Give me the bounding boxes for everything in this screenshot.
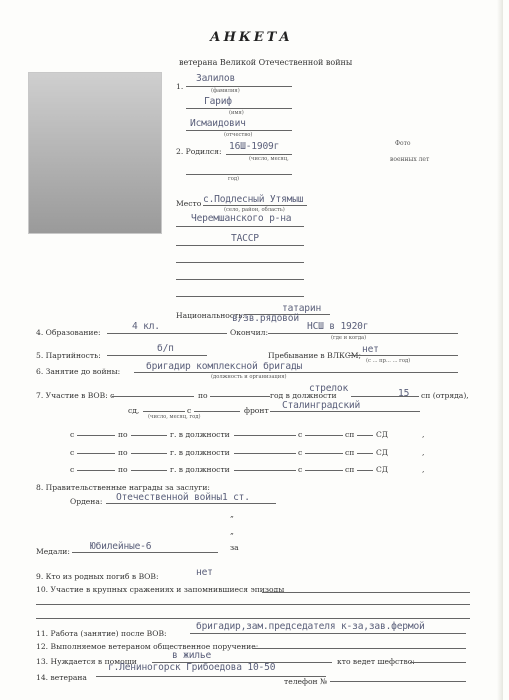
komsomol-hint: (с ... пр... ... год) — [366, 358, 411, 364]
patronymic-hint: (отчество) — [224, 132, 253, 138]
help-label: 13. Нуждается в помощи — [36, 657, 137, 666]
name-hint: (имя) — [229, 110, 244, 116]
relatives-value: нет — [196, 567, 213, 578]
veteran-photo — [28, 72, 162, 234]
party-value: б/п — [157, 343, 174, 354]
surname-label: 1. — [176, 82, 184, 91]
postwar-work-label: 11. Работа (занятие) после ВОВ: — [36, 629, 167, 638]
patronymic-value: Исмаидович — [190, 118, 246, 129]
nationality-label: Национальность: — [176, 311, 245, 320]
ww2-post: стрелок — [309, 383, 349, 394]
occupation-label: 6. Занятие до войны: — [36, 367, 121, 376]
born-label: 2. Родился: — [176, 147, 222, 156]
form-title: АНКЕТА — [210, 30, 293, 45]
medals-value: Юбилейные-6 — [90, 541, 152, 552]
help-value: в жилье — [172, 650, 212, 661]
place-label: Место — [176, 199, 202, 208]
medals-label: Медали: — [36, 547, 70, 556]
born-value: 16Ш-1909г — [229, 141, 280, 152]
graduated-label: Окончил: — [230, 328, 269, 337]
medals-za: за — [230, 543, 239, 552]
graduated-value: НСШ в 1920г — [307, 321, 369, 332]
phone-label: телефон № — [284, 677, 328, 686]
address-label: 14. ветерана — [36, 673, 87, 682]
ww2-label: 7. Участие в ВОВ: с — [36, 391, 115, 400]
photo-note-2: военных лет — [390, 156, 430, 163]
name-value: Гариф — [204, 96, 232, 107]
quote-2: „ — [230, 527, 234, 536]
ww2-hint: (число, месяц, год) — [148, 414, 201, 420]
photo-note-1: Фото — [395, 140, 411, 147]
orders-value: Отечественной войны1 ст. — [116, 492, 250, 503]
place-district: Черемшанского р-на — [191, 213, 292, 224]
surname-hint: (фамилия) — [211, 88, 240, 94]
place-hint: (село, район, область) — [224, 207, 285, 213]
patronage-label: кто ведет шефство: — [337, 657, 415, 666]
education-label: 4. Образование: — [36, 328, 101, 337]
paper-edge — [497, 0, 503, 700]
ww2-po: по — [198, 391, 208, 400]
awards-label: 8. Правительственные награды за заслуги: — [36, 483, 210, 492]
komsomol-value: нет — [362, 344, 379, 355]
form-subtitle: ветерана Великой Отечественной войны — [179, 58, 353, 67]
ww2-regiment: 15 — [398, 388, 410, 399]
orders-label: Ордена: — [70, 497, 103, 506]
ww2-sp: сп (отряда), — [421, 391, 469, 400]
quote-1: „ — [230, 510, 234, 519]
place-value: с.Подлесный Утямыш — [203, 194, 304, 205]
nationality-value: татарин — [282, 303, 322, 314]
front-value: Сталинградский — [282, 400, 361, 411]
born-hint-1: (число, месяц, — [249, 156, 289, 162]
questionnaire-page: АНКЕТА ветерана Великой Отечественной войны Фото военных лет 1. Залилов (фамилия) Гариф (имя) Исмаидович (отчество) 2. Родился: 16Ш-1909г (число, месяц, год) Место с.Подлесный Утямыш (село, район, область) Черемшанского р-на ТАССР Национальность: татарин в/зв.рядовой 4. Образование: 4 кл. Окончил: НСШ в 1920г (где и когда) 5. Партийность: б/п Пребывание в ВЛКСМ; нет (с ... пр... ... год) 6. Занятие до войны: бригадир комплексной бригады (должность и организация) 7. Участие в ВОВ: с по год в должности стрелок 15 сп (отряда), сд, с фронт Сталинградский (число, месяц, год) с по г. в должности с сп СД , с по г. в должности с сп СД , с по г. в должности с сп СД , 8. Правительственные награды за заслуги: Ордена: Отечественной войны1 ст. „ „ Медали: Юбилейные-6 за 9. Кто из родных погиб в ВОВ: нет 10. Участие в крупных сражениях и запомнившиеся эпизоды 11. Работа (занятие) после ВОВ: бригадир,зам.председателя к-за,зав.фермой 12. Выполняемое ветераном общественное поручение: 13. Нуждается в помощи в жилье кто ведет шефство: 14. ветерана г.Лениногорск Грибоедова 10-50 телефон № — [0, 0, 509, 700]
place-republic: ТАССР — [231, 233, 259, 244]
ww2-god: год в должности — [270, 391, 337, 400]
surname-value: Залилов — [196, 73, 236, 84]
relatives-label: 9. Кто из родных погиб в ВОВ: — [36, 572, 159, 581]
postwar-work-value: бригадир,зам.председателя к-за,зав.фермой — [196, 621, 425, 632]
education-value: 4 кл. — [132, 321, 160, 332]
front-label: фронт — [244, 406, 269, 415]
komsomol-label: Пребывание в ВЛКСМ; — [268, 351, 362, 360]
ww2-sd: сд, — [128, 406, 140, 415]
rank-value: в/зв.рядовой — [232, 313, 299, 324]
address-value: г.Лениногорск Грибоедова 10-50 — [108, 662, 276, 673]
graduated-hint: (где и когда) — [331, 335, 367, 341]
occupation-hint: (должность и организация) — [211, 374, 287, 380]
public-duty-label: 12. Выполняемое ветераном общественное поручение: — [36, 642, 259, 651]
occupation-value: бригадир комплексной бригады — [146, 361, 303, 372]
born-hint-2: год) — [228, 176, 240, 182]
ww2-s: с — [187, 406, 192, 415]
battles-label: 10. Участие в крупных сражениях и запомнившиеся эпизоды — [36, 585, 285, 594]
party-label: 5. Партийность: — [36, 351, 101, 360]
